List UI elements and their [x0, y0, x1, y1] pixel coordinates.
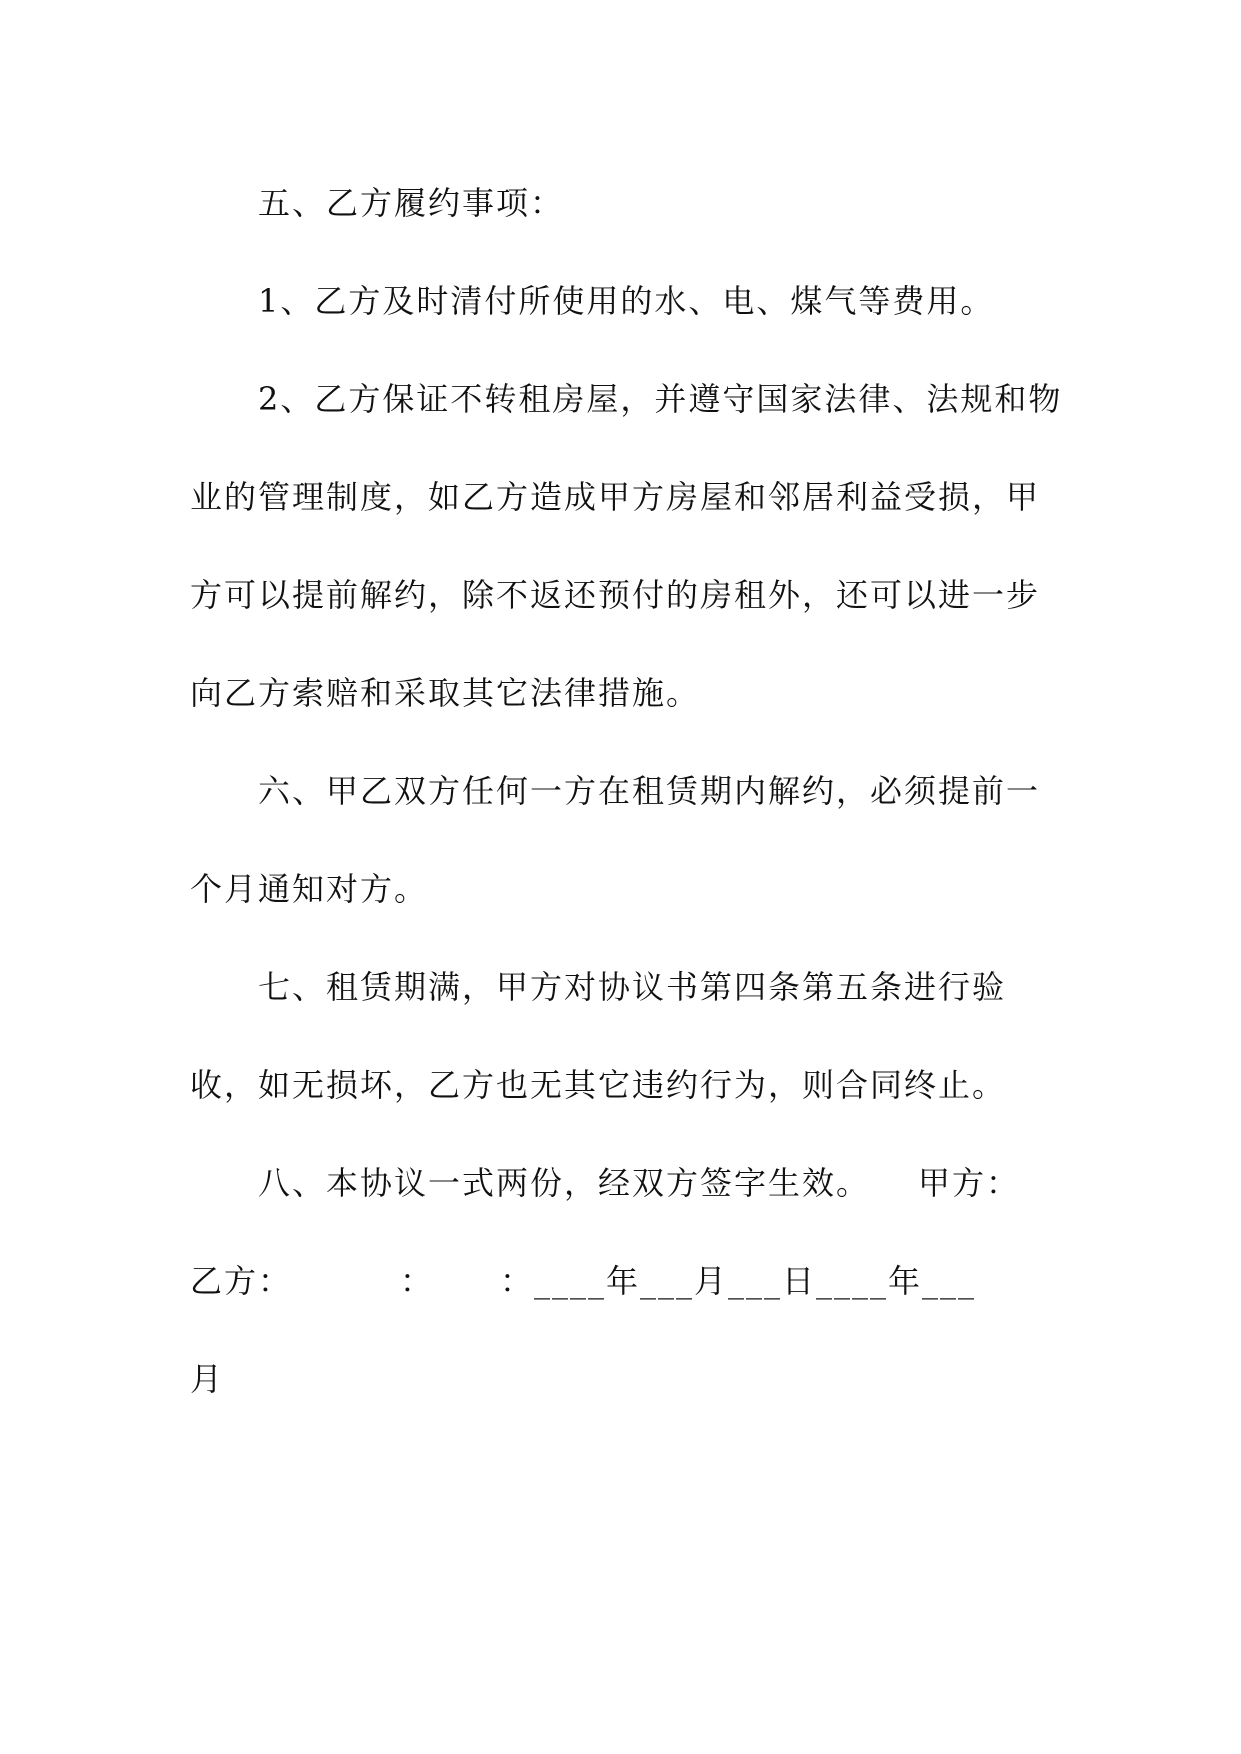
date-month-continuation: 月: [190, 1360, 225, 1398]
clause-5-heading: 五、乙方履约事项：: [258, 184, 565, 222]
party-b-label: 乙方：: [190, 1262, 293, 1300]
clause-5-item-2-line-3: 方可以提前解约，除不返还预付的房租外，还可以进一步: [190, 576, 1041, 614]
clause-5-item-2-line-4: 向乙方索赔和采取其它法律措施。: [190, 674, 701, 712]
clause-6-line-1: 六、甲乙双方任何一方在租赁期内解约，必须提前一: [258, 772, 1041, 810]
clause-5-item-1: 1、乙方及时清付所使用的水、电、煤气等费用。: [258, 282, 995, 320]
clause-6-line-2: 个月通知对方。: [190, 870, 429, 908]
party-a-label: 甲方：: [918, 1164, 1021, 1202]
clause-5-item-2-line-1: 2、乙方保证不转租房屋，并遵守国家法律、法规和物: [258, 380, 1063, 418]
clause-5-item-2-line-2: 业的管理制度，如乙方造成甲方房屋和邻居利益受损，甲: [190, 478, 1041, 516]
signature-colon-1: ：: [400, 1262, 435, 1300]
signature-date-line: ：____年___月___日____年___: [500, 1262, 977, 1300]
clause-8-text: 八、本协议一式两份，经双方签字生效。: [258, 1164, 871, 1202]
clause-7-line-1: 七、租赁期满，甲方对协议书第四条第五条进行验: [258, 968, 1007, 1006]
clause-7-line-2: 收，如无损坏，乙方也无其它违约行为，则合同终止。: [190, 1066, 1007, 1104]
